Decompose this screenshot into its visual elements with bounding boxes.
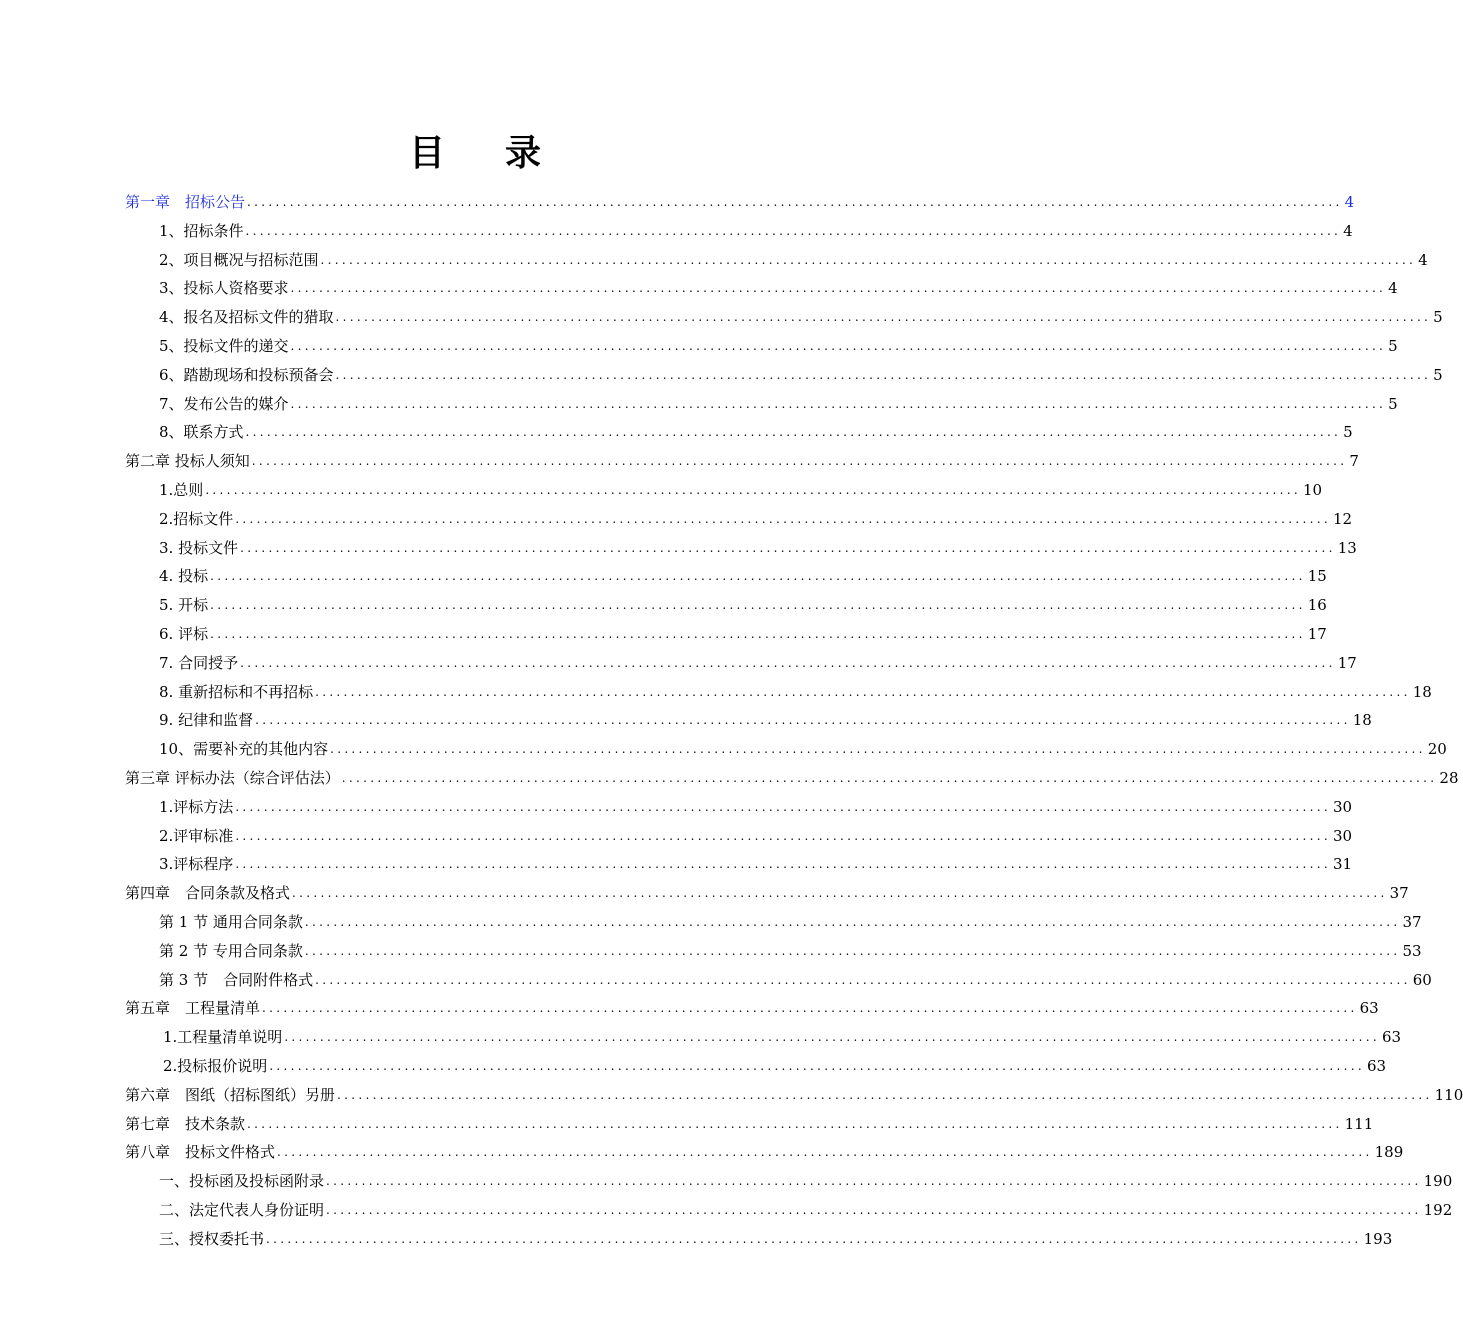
toc-entry-chapter-8[interactable]: 第八章 投标文件格式 .......................................................................................................................................................... 189 bbox=[125, 1143, 1404, 1162]
toc-entry[interactable]: 三、授权委托书 .......................................................................................................................................................... 193 bbox=[159, 1229, 1393, 1248]
toc-entry[interactable]: 10、需要补充的其他内容 .......................................................................................................................................................... 20 bbox=[159, 740, 1447, 759]
toc-entry[interactable]: 1.评标方法 .......................................................................................................................................................... 30 bbox=[159, 797, 1353, 816]
toc-entry[interactable]: 5. 开标 .......................................................................................................................................................... 16 bbox=[159, 596, 1327, 615]
toc-entry[interactable]: 4. 投标 .......................................................................................................................................................... 15 bbox=[159, 567, 1327, 586]
toc-entry-chapter-2[interactable]: 第二章 投标人须知 .......................................................................................................................................................... 7 bbox=[125, 452, 1359, 471]
toc-entry[interactable]: 1、招标条件 .......................................................................................................................................................... 4 bbox=[159, 221, 1353, 240]
toc-entry[interactable]: 3、投标人资格要求 .......................................................................................................................................................... 4 bbox=[159, 279, 1398, 298]
toc-entry[interactable]: 9. 纪律和监督 .......................................................................................................................................................... 18 bbox=[159, 711, 1372, 730]
toc-entry[interactable]: 4、报名及招标文件的猎取 .......................................................................................................................................................... 5 bbox=[159, 308, 1443, 327]
toc-entry[interactable]: 8、联系方式 .......................................................................................................................................................... 5 bbox=[159, 423, 1353, 442]
table-of-contents bbox=[0, 188, 1463, 1253]
toc-entry-chapter-6[interactable]: 第六章 图纸（招标图纸）另册 .......................................................................................................................................................... 110 bbox=[125, 1085, 1463, 1104]
toc-entry[interactable]: 2、项目概况与招标范围 .......................................................................................................................................................... 4 bbox=[159, 250, 1428, 269]
toc-entry[interactable]: 2.招标文件 .......................................................................................................................................................... 12 bbox=[159, 509, 1353, 528]
toc-entry-chapter-5[interactable]: 第五章 工程量清单 .......................................................................................................................................................... 63 bbox=[125, 999, 1379, 1018]
toc-entry[interactable]: 1.总则 .......................................................................................................................................................... 10 bbox=[159, 480, 1323, 499]
toc-entry[interactable]: 2.投标报价说明 .......................................................................................................................................................... 63 bbox=[163, 1056, 1387, 1075]
toc-entry[interactable]: 7、发布公告的媒介 .......................................................................................................................................................... 5 bbox=[159, 394, 1398, 413]
toc-entry[interactable]: 7. 合同授予 .......................................................................................................................................................... 17 bbox=[159, 653, 1357, 672]
toc-entry[interactable]: 3. 投标文件 .......................................................................................................................................................... 13 bbox=[159, 538, 1357, 557]
toc-entry[interactable]: 二、法定代表人身份证明 .......................................................................................................................................................... 192 bbox=[159, 1200, 1453, 1219]
toc-entry-chapter-4[interactable]: 第四章 合同条款及格式 .......................................................................................................................................................... 37 bbox=[125, 884, 1409, 903]
toc-entry[interactable]: 第 3 节 合同附件格式 .......................................................................................................................................................... 60 bbox=[159, 970, 1432, 989]
toc-entry[interactable]: 第 1 节 通用合同条款 .......................................................................................................................................................... 37 bbox=[159, 912, 1422, 931]
toc-entry[interactable]: 6. 评标 .......................................................................................................................................................... 17 bbox=[159, 624, 1327, 643]
toc-entry[interactable]: 1.工程量清单说明 .......................................................................................................................................................... 63 bbox=[163, 1028, 1402, 1047]
toc-entry-chapter-1[interactable]: 第一章 招标公告 .......................................................................................................................................................... 4 bbox=[125, 193, 1355, 211]
toc-entry[interactable]: 5、投标文件的递交 .......................................................................................................................................................... 5 bbox=[159, 336, 1398, 355]
page-title bbox=[0, 128, 950, 180]
toc-entry[interactable]: 8. 重新招标和不再招标 .......................................................................................................................................................... 18 bbox=[159, 682, 1432, 701]
title-char-right: 录 bbox=[505, 133, 542, 174]
title-char-left: 目 bbox=[408, 133, 445, 174]
toc-entry[interactable]: 2.评审标准 .......................................................................................................................................................... 30 bbox=[159, 826, 1353, 845]
toc-entry[interactable]: 6、踏勘现场和投标预备会 .......................................................................................................................................................... 5 bbox=[159, 365, 1443, 384]
toc-entry-chapter-7[interactable]: 第七章 技术条款 .......................................................................................................................................................... 111 bbox=[125, 1114, 1374, 1133]
toc-entry[interactable]: 第 2 节 专用合同条款 .......................................................................................................................................................... 53 bbox=[159, 941, 1422, 960]
toc-entry-chapter-3[interactable]: 第三章 评标办法（综合评估法） .......................................................................................................................................................... 28 bbox=[125, 768, 1459, 787]
toc-entry[interactable]: 3.评标程序 .......................................................................................................................................................... 31 bbox=[159, 855, 1353, 874]
toc-entry[interactable]: 一、投标函及投标函附录 .......................................................................................................................................................... 190 bbox=[159, 1172, 1453, 1191]
